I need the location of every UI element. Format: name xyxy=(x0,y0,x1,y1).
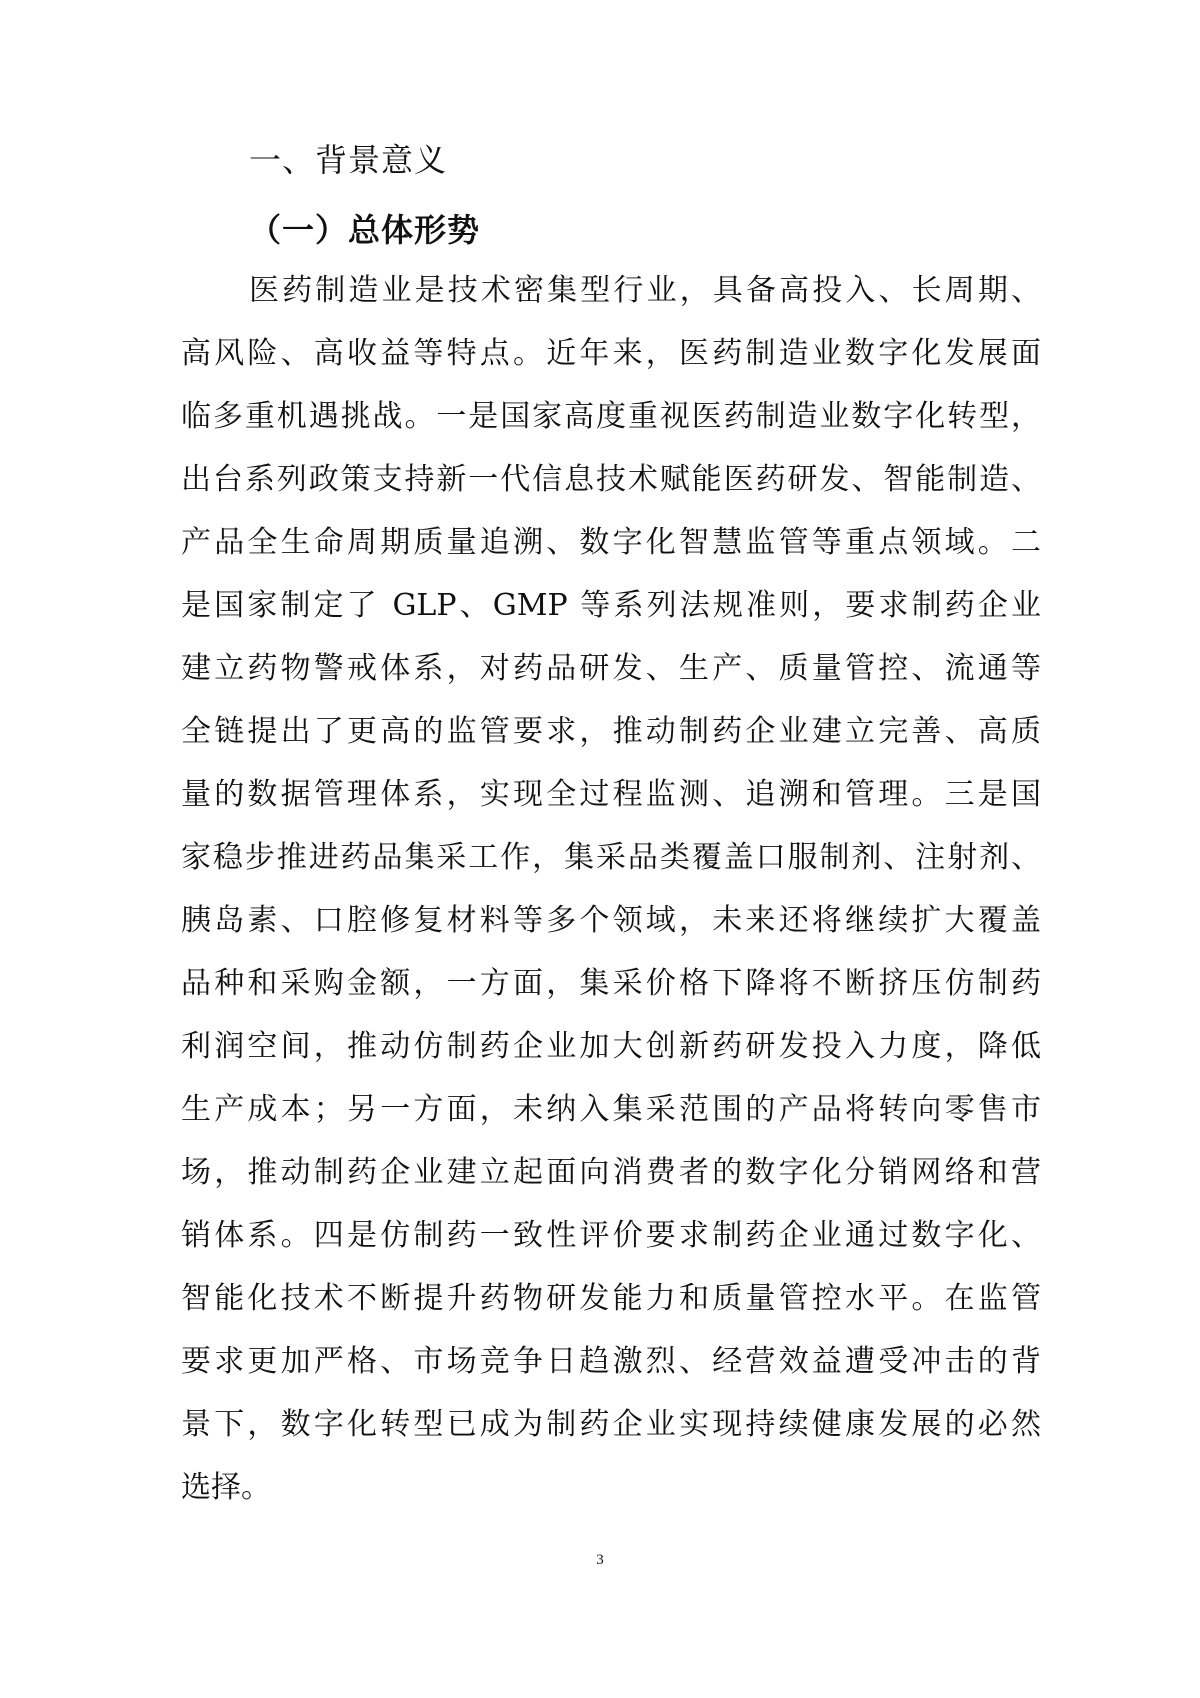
paragraph-line: 量的数据管理体系，实现全过程监测、追溯和管理。三是国 xyxy=(181,777,1041,812)
paragraph-line: 临多重机遇挑战。一是国家高度重视医药制造业数字化转型， xyxy=(181,399,1041,434)
paragraph-line: 选择。 xyxy=(181,1470,271,1505)
paragraph-line: 要求更加严格、市场竞争日趋激烈、经营效益遭受冲击的背 xyxy=(181,1344,1041,1379)
page-number: 3 xyxy=(596,1552,604,1568)
paragraph-line: 产品全生命周期质量追溯、数字化智慧监管等重点领域。二 xyxy=(181,525,1041,560)
section-heading: 一、背景意义 xyxy=(249,141,448,179)
paragraph-line: 销体系。四是仿制药一致性评价要求制药企业通过数字化、 xyxy=(181,1218,1041,1253)
paragraph-line: 高风险、高收益等特点。近年来，医药制造业数字化发展面 xyxy=(181,336,1041,371)
paragraph-line: 景下，数字化转型已成为制药企业实现持续健康发展的必然 xyxy=(181,1407,1041,1442)
paragraph-line: 全链提出了更高的监管要求，推动制药企业建立完善、高质 xyxy=(181,714,1041,749)
paragraph-line: 出台系列政策支持新一代信息技术赋能医药研发、智能制造、 xyxy=(181,462,1041,497)
paragraph-line: 家稳步推进药品集采工作，集采品类覆盖口服制剂、注射剂、 xyxy=(181,840,1041,875)
paragraph-line: 胰岛素、口腔修复材料等多个领域，未来还将继续扩大覆盖 xyxy=(181,903,1041,938)
paragraph-line: 是国家制定了 GLP、GMP 等系列法规准则，要求制药企业 xyxy=(181,588,1041,623)
paragraph-line: 医药制造业是技术密集型行业，具备高投入、长周期、 xyxy=(249,273,1041,308)
paragraph-line: 利润空间，推动仿制药企业加大创新药研发投入力度，降低 xyxy=(181,1029,1041,1064)
paragraph-line: 生产成本；另一方面，未纳入集采范围的产品将转向零售市 xyxy=(181,1092,1041,1127)
paragraph-line: 建立药物警戒体系，对药品研发、生产、质量管控、流通等 xyxy=(181,651,1041,686)
paragraph-line: 智能化技术不断提升药物研发能力和质量管控水平。在监管 xyxy=(181,1281,1041,1316)
paragraph-line: 场，推动制药企业建立起面向消费者的数字化分销网络和营 xyxy=(181,1155,1041,1190)
body-paragraph xyxy=(181,271,1041,1531)
subsection-heading: （一）总体形势 xyxy=(249,211,481,249)
paragraph-line: 品种和采购金额，一方面，集采价格下降将不断挤压仿制药 xyxy=(181,966,1041,1001)
